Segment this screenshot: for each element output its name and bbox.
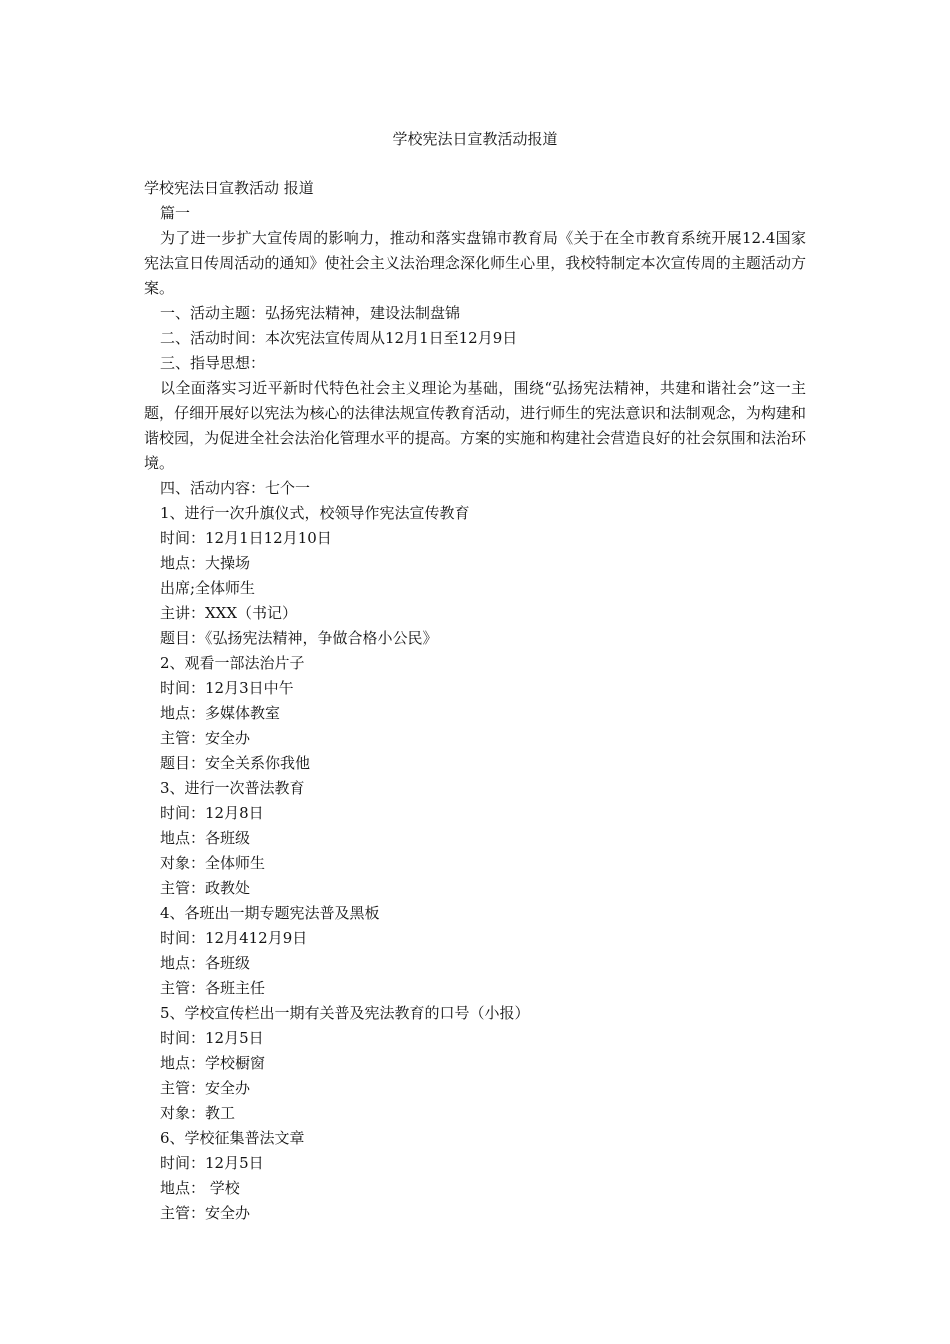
activity-time: 二、活动时间：本次宪法宣传周从12月1日至12月9日 <box>160 329 518 347</box>
activity-4 <box>144 901 806 1001</box>
activity-title: 2、观看一部法治片子 <box>160 654 305 672</box>
guide-paragraph: 以全面落实习近平新时代特色社会主义理论为基础，围绕“弘扬宪法精神，共建和谐社会”这一主题，仔细开展好以宪法为核心的法律法规宣传教育活动，进行师生的宪法意识和法制观念，为构建和谐校园，为促进全社会法治化管理水平的提高。方案的实施和构建社会营造良好的社会氛围和法治环境。 <box>144 379 806 472</box>
guide-heading: 三、指导思想： <box>160 354 266 372</box>
activity-6 <box>144 1126 806 1226</box>
activity-detail: 时间：12月3日中午 <box>160 679 294 697</box>
activity-detail: 出席;全体师生 <box>160 579 256 597</box>
document-title: 学校宪法日宣教活动报道 <box>392 130 558 148</box>
activity-title: 4、各班出一期专题宪法普及黑板 <box>160 904 380 922</box>
activity-detail: 地点： 学校 <box>160 1179 240 1197</box>
activity-detail: 地点：各班级 <box>160 829 251 847</box>
activity-detail: 主管：安全办 <box>160 1204 251 1222</box>
activity-detail: 时间：12月8日 <box>160 804 264 822</box>
activity-detail: 主管：安全办 <box>160 729 251 747</box>
activity-1 <box>144 501 806 651</box>
activity-detail: 主讲：XXX（书记） <box>160 604 298 622</box>
activity-detail: 地点：各班级 <box>160 954 251 972</box>
activity-detail: 时间：12月412月9日 <box>160 929 308 947</box>
activity-detail: 题目：《弘扬宪法精神，争做合格小公民》 <box>160 629 438 647</box>
activity-detail: 时间：12月1日12月10日 <box>160 529 332 547</box>
activity-detail: 时间：12月5日 <box>160 1154 264 1172</box>
activity-2 <box>144 651 806 776</box>
intro-paragraph: 为了进一步扩大宣传周的影响力，推动和落实盘锦市教育局《关于在全市教育系统开展12.4国家宪法宣日传周活动的通知》使社会主义法治理念深化师生心里，我校特制定本次宣传周的主题活动方案。 <box>144 229 806 297</box>
activity-title: 6、学校征集普法文章 <box>160 1129 305 1147</box>
activity-detail: 地点：学校橱窗 <box>160 1054 266 1072</box>
activity-detail: 地点：多媒体教室 <box>160 704 281 722</box>
activity-detail: 时间：12月5日 <box>160 1029 264 1047</box>
activity-3 <box>144 776 806 901</box>
activity-title: 3、进行一次普法教育 <box>160 779 305 797</box>
activity-detail: 主管：政教处 <box>160 879 251 897</box>
document-body <box>144 176 806 1226</box>
activity-detail: 主管：安全办 <box>160 1079 251 1097</box>
activity-detail: 对象：教工 <box>160 1104 236 1122</box>
activity-5 <box>144 1001 806 1126</box>
activity-detail: 对象：全体师生 <box>160 854 266 872</box>
section-label: 篇一 <box>160 204 191 222</box>
activity-theme: 一、活动主题：弘扬宪法精神，建设法制盘锦 <box>160 304 461 322</box>
activity-detail: 题目：安全关系你我他 <box>160 754 311 772</box>
activity-title: 5、学校宣传栏出一期有关普及宪法教育的口号（小报） <box>160 1004 530 1022</box>
document-heading: 学校宪法日宣教活动 报道 <box>144 179 314 197</box>
activity-detail: 主管：各班主任 <box>160 979 266 997</box>
activity-title: 1、进行一次升旗仪式，校领导作宪法宣传教育 <box>160 504 470 522</box>
activity-detail: 地点：大操场 <box>160 554 251 572</box>
content-heading: 四、活动内容：七个一 <box>160 479 311 497</box>
